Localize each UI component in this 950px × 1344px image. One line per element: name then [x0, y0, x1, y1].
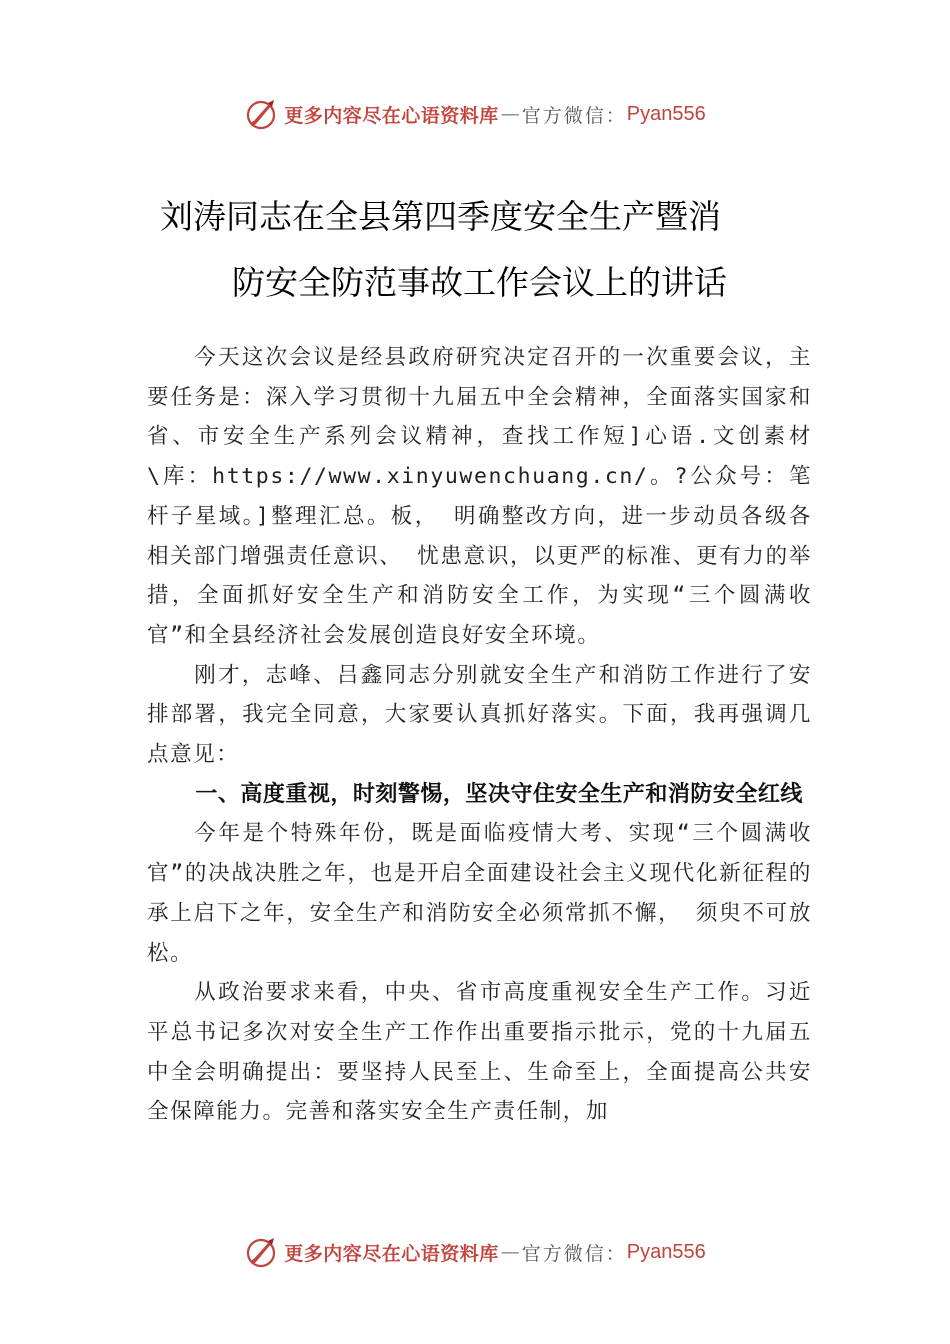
quill-pen-icon [244, 97, 278, 131]
document-body [147, 338, 812, 1132]
title-line-2: 防安全防范事故工作会议上的讲话 [232, 263, 727, 302]
watermark-text: 更多内容尽在心语资料库 [284, 104, 499, 127]
watermark-dash: — [500, 1241, 520, 1263]
watermark-wechat-id: Pyan556 [626, 102, 706, 125]
body-paragraph: 今天这次会议是经县政府研究决定召开的一次重要会议，主要任务是：深入学习贯彻十九届五中全会精神，全面落实国家和省、市安全生产系列会议精神，查找工作短]心语.文创素材\库：https://www.xinyuwenchuang.cn/。?公众号：笔杆子星域。]整理汇总。板， 明确整改方向，进一步动员各级各相关部门增强责任意识、 忧患意识，以更严的标准、更有力的举措，全面抓好安全生产和消防安全工作，为实现“三个圆满收官”和全县经济社会发展创造良好安全环境。 [147, 345, 812, 648]
body-paragraph: 刚才，志峰、吕鑫同志分别就安全生产和消防工作进行了安排部署，我完全同意，大家要认真抓好落实。下面，我再强调几点意见： [147, 662, 812, 768]
document-title [100, 184, 850, 316]
watermark-dash: — [500, 103, 520, 125]
body-paragraph: 从政治要求来看，中央、省市高度重视安全生产工作。习近平总书记多次对安全生产工作作出重要指示批示，党的十九届五中全会明确提出：要坚持人民至上、生命至上，全面提高公共安全保障能力。完善和落实安全生产责任制，加 [147, 980, 812, 1125]
watermark-text: 更多内容尽在心语资料库 [284, 1242, 499, 1265]
watermark-wechat-id: Pyan556 [626, 1240, 706, 1263]
header-watermark [0, 94, 950, 134]
section-heading: 一、高度重视，时刻警惕，坚决守住安全生产和消防安全红线 [195, 781, 803, 807]
title-line-1: 刘涛同志在全县第四季度安全生产暨消 [160, 197, 721, 236]
watermark-wechat-label: 官方微信： [521, 104, 627, 127]
quill-pen-icon [244, 1235, 278, 1269]
watermark-wechat-label: 官方微信： [521, 1242, 627, 1265]
footer-watermark [0, 1232, 950, 1272]
body-paragraph: 今年是个特殊年份，既是面临疫情大考、实现“三个圆满收官”的决战决胜之年，也是开启全面建设社会主义现代化新征程的承上启下之年，安全生产和消防安全必须常抓不懈， 须臾不可放松。 [147, 821, 812, 966]
